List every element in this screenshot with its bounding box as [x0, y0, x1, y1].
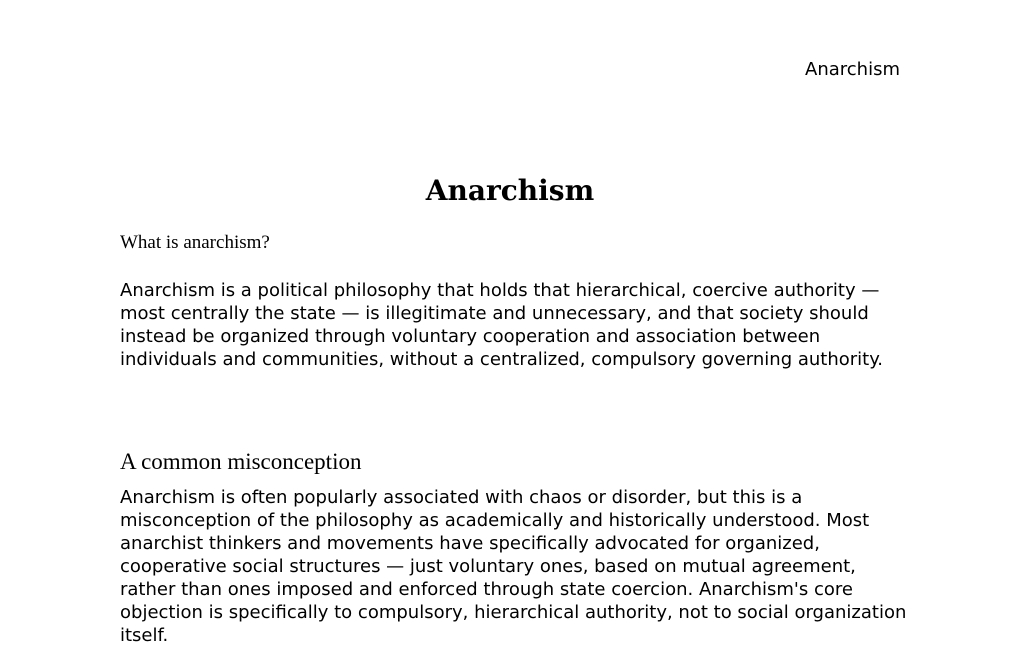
page-title: Anarchism	[425, 174, 595, 207]
section-body-misconception: Anarchism is often popularly associated with chaos or disorder, but this is a misconception of the philosophy as academically and historically understood. Most anarchist thinkers and movements have specifically advocated for organized, cooperative social structures — just voluntary ones, based on mutual agreement, rather than ones imposed and enforced through state coercion. Anarchism's core objection is specifically to compulsory, hierarchical authority, not to social organization itself.	[120, 487, 907, 646]
section-heading-misconception: A common misconception	[120, 449, 362, 474]
running-header: Anarchism	[805, 59, 900, 80]
subtitle: What is anarchism?	[120, 232, 270, 253]
intro-paragraph: Anarchism is a political philosophy that holds that hierarchical, coercive authority — most centrally the state — is illegitimate and unnecessary, and that society should instead be organized through voluntary cooperation and association between individuals and communities, without a centralized, compulsory governing authority.	[120, 280, 884, 370]
